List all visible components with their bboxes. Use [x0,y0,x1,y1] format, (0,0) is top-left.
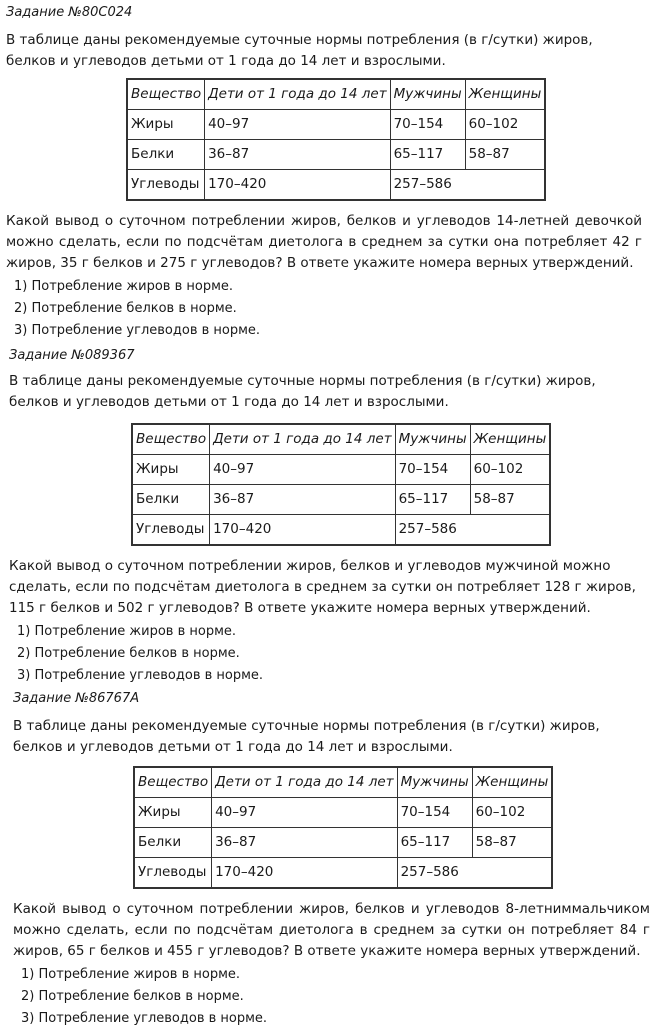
table-cell: 170–420 [205,169,390,200]
table-header-cell: Женщины [470,424,550,455]
task-title: Задание №86767A [13,691,140,706]
table-cell: 58–87 [465,139,545,169]
answer-option: 2) Потребление белков в норме. [17,645,240,661]
task-question: Какой вывод о суточном потреблении жиров, белков и углеводов 8-летниммальчиком можно сделать, если по подсчётам диетолога в среднем за сутки он потребляет 84 г жиров, 65 г белков и 455 г углеводов? В ответе укажите номера верных утверждений. [13,900,650,959]
table-cell: 70–154 [390,109,465,139]
table-cell: 170–420 [210,514,395,545]
table-cell: 257–586 [395,514,550,545]
table-header-cell: Дети от 1 года до 14 лет [212,767,397,798]
table-row [134,797,552,827]
answer-option: 1) Потребление жиров в норме. [17,623,237,639]
table-cell: 60–102 [472,797,552,827]
norms-table [131,423,551,546]
table-header-cell: Мужчины [390,79,465,110]
table-cell: 257–586 [397,857,552,888]
table-cell: 65–117 [395,484,470,514]
table-row [132,454,550,484]
answer-option: 3) Потребление углеводов в норме. [21,1010,268,1026]
table-cell: 70–154 [397,797,472,827]
task-title: Задание №089367 [9,348,135,363]
answer-option: 3) Потребление углеводов в норме. [14,322,261,338]
table-header-cell: Вещество [134,767,212,798]
table-row [127,109,545,139]
task-intro: В таблице даны рекомендуемые суточные нормы потребления (в г/сутки) жиров, белков и углеводов детьми от 1 года до 14 лет и взрослыми. [6,32,593,69]
table-cell: Углеводы [134,857,212,888]
answer-option: 3) Потребление углеводов в норме. [17,667,264,683]
table-header-cell: Мужчины [395,424,470,455]
answer-options [6,276,642,342]
table-cell: Жиры [127,109,205,139]
table-header-cell: Вещество [127,79,205,110]
table-cell: 58–87 [470,484,550,514]
task-2 [9,347,647,687]
table-header-cell: Дети от 1 года до 14 лет [210,424,395,455]
task-title: Задание №80C024 [6,5,133,20]
answer-option: 2) Потребление белков в норме. [21,988,244,1004]
table-cell: 65–117 [390,139,465,169]
table-cell: 36–87 [210,484,395,514]
task-1 [6,4,642,342]
table-row [132,514,550,545]
table-row [134,827,552,857]
table-cell: 60–102 [470,454,550,484]
answer-option: 1) Потребление жиров в норме. [21,966,241,982]
table-cell: 40–97 [212,797,397,827]
table-header-row [127,79,545,110]
table-header-cell: Дети от 1 года до 14 лет [205,79,390,110]
table-cell: 170–420 [212,857,397,888]
table-cell: 40–97 [205,109,390,139]
table-cell: 65–117 [397,827,472,857]
table-cell: 70–154 [395,454,470,484]
table-cell: 58–87 [472,827,552,857]
table-row [127,169,545,200]
table-cell: Белки [132,484,210,514]
table-header-cell: Мужчины [397,767,472,798]
task-question: Какой вывод о суточном потреблении жиров, белков и углеводов мужчиной можно сделать, если по подсчётам диетолога в среднем за сутки он потребляет 128 г жиров, 115 г белков и 502 г углеводов? В ответе укажите номера верных утверждений. [9,557,636,616]
table-row [132,484,550,514]
answer-option: 1) Потребление жиров в норме. [14,278,234,294]
table-cell: 40–97 [210,454,395,484]
table-header-row [134,767,552,798]
norms-table [126,78,546,201]
task-3 [13,690,650,1030]
table-row [127,139,545,169]
answer-option: 2) Потребление белков в норме. [14,300,237,316]
task-intro: В таблице даны рекомендуемые суточные нормы потребления (в г/сутки) жиров, белков и углеводов детьми от 1 года до 14 лет и взрослыми. [9,373,596,410]
task-question: Какой вывод о суточном потреблении жиров, белков и углеводов 14-летней девочкой можно сделать, если по подсчётам диетолога в среднем за сутки она потребляет 42 г жиров, 35 г белков и 275 г углеводов? В ответе укажите номера верных утверждений. [6,212,642,271]
table-cell: Жиры [134,797,212,827]
table-cell: Белки [134,827,212,857]
table-header-cell: Вещество [132,424,210,455]
task-intro: В таблице даны рекомендуемые суточные нормы потребления (в г/сутки) жиров, белков и углеводов детьми от 1 года до 14 лет и взрослыми. [13,718,600,755]
table-header-row [132,424,550,455]
table-header-cell: Женщины [472,767,552,798]
table-cell: 60–102 [465,109,545,139]
table-cell: Углеводы [132,514,210,545]
table-cell: 257–586 [390,169,545,200]
answer-options [13,964,650,1030]
table-header-cell: Женщины [465,79,545,110]
table-cell: Жиры [132,454,210,484]
table-cell: 36–87 [205,139,390,169]
table-cell: 36–87 [212,827,397,857]
norms-table [133,766,553,889]
table-row [134,857,552,888]
answer-options [9,621,647,687]
table-cell: Углеводы [127,169,205,200]
table-cell: Белки [127,139,205,169]
